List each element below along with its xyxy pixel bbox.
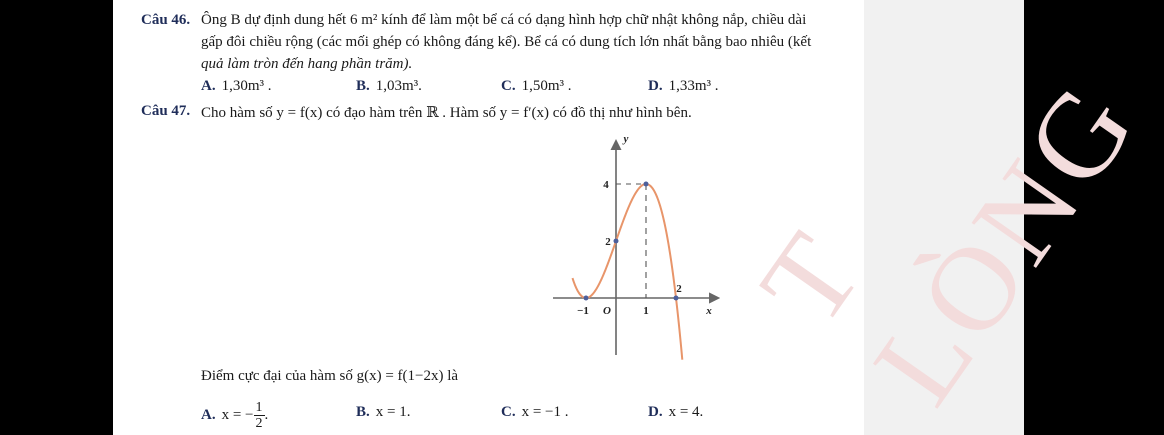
option-text: 1,50m³ . [521,78,572,94]
y-axis-label: y [623,133,629,145]
tick-label-x: −1 [577,305,589,317]
question-46-option-b[interactable] [356,78,422,95]
option-letter: B. [356,404,370,420]
option-text: x = −1 . [521,404,569,420]
question-46-line-1: Ông B dự định dung hết 6 m² kính để làm một bể cá có dạng hình hợp chữ nhật không nắp, chiều dài [201,12,807,28]
option-text-suffix: . [264,406,269,423]
derivative-graph [523,128,723,360]
option-letter: A. [201,406,216,423]
question-46-number: Câu 46. [141,12,191,28]
question-46-option-d[interactable] [648,78,719,95]
tick-label-x: 1 [643,305,649,317]
derivative-curve [573,184,683,360]
option-text: x = 4. [668,404,704,420]
fraction-numerator: 1 [255,400,263,415]
fraction [254,400,265,431]
question-46-line-3: quả làm tròn đến hang phần trăm). [201,56,413,72]
tick-label-x: 2 [676,283,682,295]
option-letter: C. [501,404,516,420]
option-letter: A. [201,78,216,94]
question-46-line-2: gấp đôi chiều rộng (các mối ghép có không đáng kể). Bể cá có dung tích lớn nhất bằng bao nhiêu (kết [201,34,812,50]
question-47-option-d[interactable] [648,404,703,421]
fraction-denominator: 2 [255,416,263,431]
tick-label-y: 4 [603,179,609,191]
option-letter: D. [648,78,663,94]
origin-label: O [603,305,611,317]
question-47-option-b[interactable] [356,404,410,421]
viewer-background-left [0,0,113,435]
graph-point [584,296,589,301]
question-46-option-a[interactable] [201,78,272,95]
graph-point [614,239,619,244]
question-47-option-a[interactable] [201,400,268,431]
viewer-side-panel [864,0,1024,435]
question-47-option-c[interactable] [501,404,569,421]
document-page [113,0,1162,435]
option-text: 1,03m³. [375,78,422,94]
option-letter: C. [501,78,516,94]
option-letter: D. [648,404,663,420]
question-47-prompt: Điểm cực đại của hàm số g(x) = f(1−2x) là [201,368,459,384]
option-text: x = 1. [375,404,411,420]
option-letter: B. [356,78,370,94]
graph-point [644,182,649,187]
question-47-line-1: Cho hàm số y = f(x) có đạo hàm trên ℝ . Hàm số y = f′(x) có đồ thị như hình bên. [201,105,692,121]
watermark: T LÒNG [734,57,1162,427]
question-47-number: Câu 47. [141,103,191,119]
question-46-option-c[interactable] [501,78,572,95]
option-text: 1,30m³ . [221,78,272,94]
x-axis-label: x [706,305,712,317]
option-text: 1,33m³ . [668,78,719,94]
graph-point [674,296,679,301]
option-text: x = − [221,406,254,423]
tick-label-y: 2 [605,236,611,248]
